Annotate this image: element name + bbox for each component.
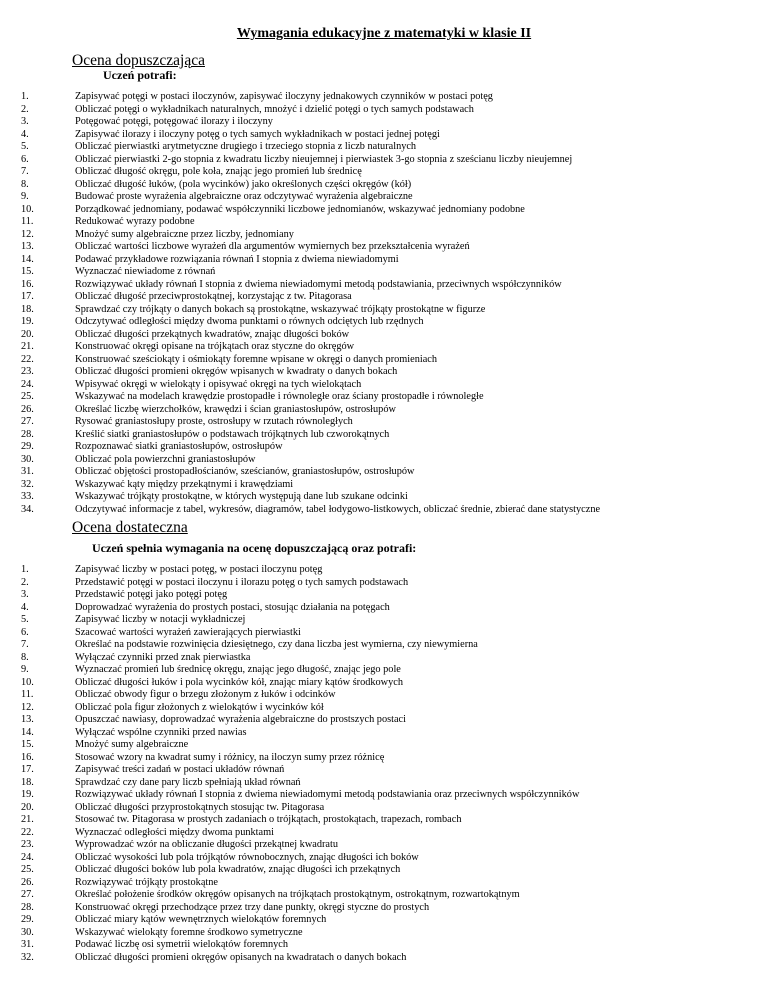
item-text: Obliczać długość łuków, (pola wycinków) jako określonych części okręgów (kół) bbox=[75, 178, 412, 190]
item-number: 1. bbox=[21, 564, 29, 575]
requirement-item bbox=[0, 927, 579, 940]
item-number: 9. bbox=[21, 664, 29, 675]
requirements-list-dostateczna bbox=[0, 564, 579, 964]
item-text: Obliczać długość przeciwprostokątnej, korzystając z tw. Pitagorasa bbox=[75, 291, 352, 302]
item-text: Konstruować okręgi opisane na trójkątach oraz styczne do okręgów bbox=[75, 341, 355, 352]
requirement-item bbox=[0, 589, 579, 602]
item-number: 29. bbox=[21, 441, 34, 452]
item-number: 32. bbox=[21, 478, 34, 490]
item-number: 20. bbox=[21, 328, 34, 340]
item-text: Zapisywać potęgi w postaci iloczynów, zapisywać iloczyny jednakowych czynników w postaci potęg bbox=[75, 91, 493, 102]
item-text: Przedstawić potęgi w postaci iloczynu i ilorazu potęg o tych samych podstawach bbox=[75, 576, 409, 588]
item-text: Konstruować sześciokąty i ośmiokąty foremne wpisane w okręgi o danych promieniach bbox=[75, 353, 438, 365]
item-text: Obliczać pola powierzchni graniastosłupów bbox=[75, 453, 256, 465]
item-number: 23. bbox=[21, 839, 34, 850]
item-number: 25. bbox=[21, 864, 34, 875]
item-text: Wyznaczać niewiadome z równań bbox=[75, 266, 216, 277]
requirement-item bbox=[0, 689, 579, 702]
requirement-item bbox=[0, 429, 600, 442]
section-subheading-dostateczna: Uczeń spełnia wymagania na ocenę dopuszczającą oraz potrafi: bbox=[92, 541, 417, 555]
requirement-item bbox=[0, 404, 600, 417]
item-number: 6. bbox=[21, 153, 29, 165]
item-text: Konstruować okręgi przechodzące przez trzy dane punkty, okręgi styczne do prostych bbox=[75, 901, 430, 913]
requirement-item bbox=[0, 491, 600, 504]
item-number: 33. bbox=[21, 491, 34, 502]
item-number: 26. bbox=[21, 403, 34, 415]
item-number: 7. bbox=[21, 166, 29, 177]
item-number: 10. bbox=[21, 203, 34, 215]
item-text: Zapisywać liczby w postaci potęg, w postaci iloczynu potęg bbox=[75, 564, 323, 575]
item-text: Rozpoznawać siatki graniastosłupów, ostrosłupów bbox=[75, 441, 283, 452]
item-text: Określać na podstawie rozwinięcia dziesiętnego, czy dana liczba jest wymierna, czy niewymierna bbox=[75, 639, 478, 650]
item-number: 28. bbox=[21, 428, 34, 440]
requirement-item bbox=[0, 279, 600, 292]
item-text: Mnożyć sumy algebraiczne bbox=[75, 739, 189, 750]
requirement-item bbox=[0, 714, 579, 727]
requirement-item bbox=[0, 479, 600, 492]
item-text: Mnożyć sumy algebraiczne przez liczby, jednomiany bbox=[75, 228, 294, 240]
item-number: 24. bbox=[21, 851, 34, 863]
requirement-item bbox=[0, 241, 600, 254]
item-number: 30. bbox=[21, 453, 34, 465]
requirement-item bbox=[0, 652, 579, 665]
item-text: Wpisywać okręgi w wielokąty i opisywać okręgi na tych wielokątach bbox=[75, 378, 362, 390]
item-text: Wskazywać na modelach krawędzie prostopadłe i równoległe oraz ściany prostopadłe i równoległe bbox=[75, 391, 484, 402]
section-heading-dostateczna: Ocena dostateczna bbox=[72, 519, 188, 536]
item-number: 8. bbox=[21, 178, 29, 190]
requirement-item bbox=[0, 191, 600, 204]
requirement-item bbox=[0, 454, 600, 467]
requirement-item bbox=[0, 664, 579, 677]
item-text: Podawać przykładowe rozwiązania równań I stopnia z dwiema niewiadomymi bbox=[75, 253, 399, 265]
item-number: 15. bbox=[21, 739, 34, 750]
section-heading-dopuszczajaca: Ocena dopuszczająca bbox=[72, 52, 205, 69]
requirement-item bbox=[0, 179, 600, 192]
item-number: 12. bbox=[21, 701, 34, 713]
item-number: 22. bbox=[21, 353, 34, 365]
item-number: 12. bbox=[21, 228, 34, 240]
item-number: 9. bbox=[21, 191, 29, 202]
item-number: 27. bbox=[21, 889, 34, 900]
requirement-item bbox=[0, 379, 600, 392]
item-text: Budować proste wyrażenia algebraiczne oraz odczytywać wyrażenia algebraiczne bbox=[75, 191, 413, 202]
item-text: Wskazywać wielokąty foremne środkowo symetryczne bbox=[75, 926, 303, 938]
requirement-item bbox=[0, 564, 579, 577]
item-number: 26. bbox=[21, 876, 34, 888]
item-number: 3. bbox=[21, 116, 29, 127]
requirement-item bbox=[0, 116, 600, 129]
requirement-item bbox=[0, 466, 600, 479]
item-number: 19. bbox=[21, 316, 34, 327]
requirement-item bbox=[0, 254, 600, 267]
item-text: Wskazywać kąty między przekątnymi i krawędziami bbox=[75, 478, 294, 490]
item-number: 29. bbox=[21, 914, 34, 925]
item-text: Wyznaczać promień lub średnicę okręgu, znając jego długość, znając jego pole bbox=[75, 664, 401, 675]
item-text: Rozwiązywać trójkąty prostokątne bbox=[75, 876, 218, 888]
requirement-item bbox=[0, 864, 579, 877]
item-number: 8. bbox=[21, 651, 29, 663]
item-number: 5. bbox=[21, 141, 29, 152]
item-text: Porządkować jednomiany, podawać współczynniki liczbowe jednomianów, wskazywać jednomiany podobne bbox=[75, 203, 525, 215]
requirement-item bbox=[0, 902, 579, 915]
requirement-item bbox=[0, 316, 600, 329]
requirement-item bbox=[0, 839, 579, 852]
requirement-item bbox=[0, 304, 600, 317]
requirement-item bbox=[0, 577, 579, 590]
item-number: 31. bbox=[21, 939, 34, 950]
item-number: 22. bbox=[21, 826, 34, 838]
item-number: 19. bbox=[21, 789, 34, 800]
item-text: Rozwiązywać układy równań I stopnia z dwiema niewiadomymi metodą podstawiania oraz przeciwnych współczynników bbox=[75, 789, 580, 800]
requirement-item bbox=[0, 739, 579, 752]
item-text: Obliczać długości przekątnych kwadratów, znając długości boków bbox=[75, 328, 350, 340]
item-text: Potęgować potęgi, potęgować ilorazy i iloczyny bbox=[75, 116, 273, 127]
item-text: Określać położenie środków okręgów opisanych na trójkątach prostokątnym, ostrokątnym, rozwartokątnym bbox=[75, 889, 520, 900]
item-text: Obliczać długości promieni okręgów opisanych na kwadratach o danych bokach bbox=[75, 951, 407, 963]
item-number: 20. bbox=[21, 801, 34, 813]
requirement-item bbox=[0, 952, 579, 965]
requirement-item bbox=[0, 814, 579, 827]
requirement-item bbox=[0, 727, 579, 740]
item-number: 32. bbox=[21, 951, 34, 963]
item-text: Wyznaczać odległości między dwoma punktami bbox=[75, 826, 274, 838]
requirement-item bbox=[0, 354, 600, 367]
item-text: Zapisywać ilorazy i iloczyny potęg o tych samych wykładnikach w postaci jednej potęgi bbox=[75, 128, 440, 140]
item-number: 15. bbox=[21, 266, 34, 277]
requirement-item bbox=[0, 627, 579, 640]
item-number: 34. bbox=[21, 503, 34, 515]
item-text: Zapisywać treści zadań w postaci układów równań bbox=[75, 764, 285, 775]
item-number: 14. bbox=[21, 253, 34, 265]
item-number: 17. bbox=[21, 291, 34, 302]
item-text: Sprawdzać czy trójkąty o danych bokach są prostokątne, wskazywać trójkąty prostokątne w figurze bbox=[75, 303, 486, 315]
item-text: Wskazywać trójkąty prostokątne, w których występują dane lub szukane odcinki bbox=[75, 491, 408, 502]
item-text: Obliczać pierwiastki arytmetyczne drugiego i trzeciego stopnia z liczb naturalnych bbox=[75, 141, 417, 152]
requirement-item bbox=[0, 614, 579, 627]
item-text: Obliczać długości boków lub pola kwadratów, znając długości ich przekątnych bbox=[75, 864, 401, 875]
item-number: 21. bbox=[21, 814, 34, 825]
item-number: 18. bbox=[21, 303, 34, 315]
item-text: Opuszczać nawiasy, doprowadzać wyrażenia algebraiczne do prostszych postaci bbox=[75, 714, 406, 725]
item-text: Obliczać wysokości lub pola trójkątów równobocznych, znając długości ich boków bbox=[75, 851, 419, 863]
item-number: 10. bbox=[21, 676, 34, 688]
item-number: 7. bbox=[21, 639, 29, 650]
requirement-item bbox=[0, 266, 600, 279]
item-text: Obliczać pierwiastki 2-go stopnia z kwadratu liczby nieujemnej i pierwiastek 3-go stopnia z sześcianu liczby nieujemnej bbox=[75, 153, 573, 165]
item-number: 1. bbox=[21, 91, 29, 102]
requirement-item bbox=[0, 91, 600, 104]
item-text: Kreślić siatki graniastosłupów o podstawach trójkątnych lub czworokątnych bbox=[75, 428, 390, 440]
requirement-item bbox=[0, 889, 579, 902]
requirement-item bbox=[0, 366, 600, 379]
requirement-item bbox=[0, 504, 600, 517]
item-number: 5. bbox=[21, 614, 29, 625]
item-text: Stosować wzory na kwadrat sumy i różnicy, na iloczyn sumy przez różnicę bbox=[75, 751, 385, 763]
requirement-item bbox=[0, 752, 579, 765]
item-number: 11. bbox=[21, 216, 34, 227]
requirement-item bbox=[0, 939, 579, 952]
item-number: 4. bbox=[21, 601, 29, 613]
requirement-item bbox=[0, 764, 579, 777]
requirement-item bbox=[0, 852, 579, 865]
item-text: Obliczać wartości liczbowe wyrażeń dla argumentów wymiernych bez przekształcenia wyrażeń bbox=[75, 241, 470, 252]
item-text: Doprowadzać wyrażenia do prostych postaci, stosując działania na potęgach bbox=[75, 601, 390, 613]
item-number: 11. bbox=[21, 689, 34, 700]
item-number: 21. bbox=[21, 341, 34, 352]
item-text: Rysować graniastosłupy proste, ostrosłupy w rzutach równoległych bbox=[75, 416, 353, 427]
item-text: Zapisywać liczby w notacji wykładniczej bbox=[75, 614, 246, 625]
item-text: Obliczać objętości prostopadłościanów, sześcianów, graniastosłupów, ostrosłupów bbox=[75, 466, 415, 477]
item-number: 13. bbox=[21, 241, 34, 252]
requirement-item bbox=[0, 877, 579, 890]
item-text: Sprawdzać czy dane pary liczb spełniają układ równań bbox=[75, 776, 301, 788]
item-text: Obliczać długości promieni okręgów wpisanych w kwadraty o danych bokach bbox=[75, 366, 398, 377]
item-number: 28. bbox=[21, 901, 34, 913]
item-number: 24. bbox=[21, 378, 34, 390]
requirement-item bbox=[0, 677, 579, 690]
requirement-item bbox=[0, 702, 579, 715]
requirement-item bbox=[0, 441, 600, 454]
requirement-item bbox=[0, 341, 600, 354]
requirement-item bbox=[0, 129, 600, 142]
item-number: 2. bbox=[21, 576, 29, 588]
item-text: Obliczać obwody figur o brzegu złożonym z łuków i odcinków bbox=[75, 689, 336, 700]
item-text: Przedstawić potęgi jako potęgi potęg bbox=[75, 589, 228, 600]
item-text: Obliczać długości łuków i pola wycinków kół, znając miary kątów środkowych bbox=[75, 676, 403, 688]
item-text: Obliczać potęgi o wykładnikach naturalnych, mnożyć i dzielić potęgi o tych samych podstawach bbox=[75, 103, 474, 115]
item-number: 17. bbox=[21, 764, 34, 775]
requirement-item bbox=[0, 789, 579, 802]
item-text: Stosować tw. Pitagorasa w prostych zadaniach o trójkątach, prostokątach, trapezach, rombach bbox=[75, 814, 462, 825]
document-title: Wymagania edukacyjne z matematyki w klasie II bbox=[236, 26, 532, 41]
item-text: Podawać liczbę osi symetrii wielokątów foremnych bbox=[75, 939, 289, 950]
requirements-list-dopuszczajaca bbox=[0, 91, 600, 516]
item-text: Wyłączać czynniki przed znak pierwiastka bbox=[75, 651, 251, 663]
item-number: 4. bbox=[21, 128, 29, 140]
item-text: Odczytywać informacje z tabel, wykresów, diagramów, tabel łodygowo-listkowych, obliczać średnie, zbierać dane statystyczne bbox=[75, 503, 601, 515]
requirement-item bbox=[0, 229, 600, 242]
requirement-item bbox=[0, 204, 600, 217]
item-number: 18. bbox=[21, 776, 34, 788]
requirement-item bbox=[0, 827, 579, 840]
item-number: 16. bbox=[21, 751, 34, 763]
item-number: 25. bbox=[21, 391, 34, 402]
requirement-item bbox=[0, 291, 600, 304]
item-number: 6. bbox=[21, 626, 29, 638]
requirement-item bbox=[0, 104, 600, 117]
item-text: Odczytywać odległości między dwoma punktami o równych odciętych lub rzędnych bbox=[75, 316, 424, 327]
item-text: Szacować wartości wyrażeń zawierających pierwiastki bbox=[75, 626, 301, 638]
requirement-item bbox=[0, 141, 600, 154]
requirement-item bbox=[0, 802, 579, 815]
requirement-item bbox=[0, 777, 579, 790]
requirement-item bbox=[0, 416, 600, 429]
item-number: 13. bbox=[21, 714, 34, 725]
requirement-item bbox=[0, 391, 600, 404]
item-number: 27. bbox=[21, 416, 34, 427]
item-text: Obliczać długość okręgu, pole koła, znając jego promień lub średnicę bbox=[75, 166, 362, 177]
item-text: Określać liczbę wierzchołków, krawędzi i ścian graniastosłupów, ostrosłupów bbox=[75, 403, 396, 415]
item-number: 16. bbox=[21, 278, 34, 290]
requirement-item bbox=[0, 329, 600, 342]
item-text: Obliczać miary kątów wewnętrznych wielokątów foremnych bbox=[75, 914, 327, 925]
requirement-item bbox=[0, 602, 579, 615]
section-subheading-dopuszczajaca: Uczeń potrafi: bbox=[103, 68, 177, 82]
requirement-item bbox=[0, 154, 600, 167]
item-number: 23. bbox=[21, 366, 34, 377]
item-text: Wyłączać wspólne czynniki przed nawias bbox=[75, 726, 247, 738]
item-number: 14. bbox=[21, 726, 34, 738]
item-text: Wyprowadzać wzór na obliczanie długości przekątnej kwadratu bbox=[75, 839, 338, 850]
item-text: Redukować wyrazy podobne bbox=[75, 216, 195, 227]
requirement-item bbox=[0, 166, 600, 179]
item-number: 3. bbox=[21, 589, 29, 600]
item-number: 2. bbox=[21, 103, 29, 115]
item-text: Obliczać długości przyprostokątnych stosując tw. Pitagorasa bbox=[75, 801, 325, 813]
requirement-item bbox=[0, 216, 600, 229]
item-text: Rozwiązywać układy równań I stopnia z dwiema niewiadomymi metodą podstawiania, przeciwnych współczynników bbox=[75, 278, 562, 290]
requirement-item bbox=[0, 914, 579, 927]
item-number: 31. bbox=[21, 466, 34, 477]
item-text: Obliczać pola figur złożonych z wielokątów i wycinków kół bbox=[75, 701, 324, 713]
requirement-item bbox=[0, 639, 579, 652]
item-number: 30. bbox=[21, 926, 34, 938]
